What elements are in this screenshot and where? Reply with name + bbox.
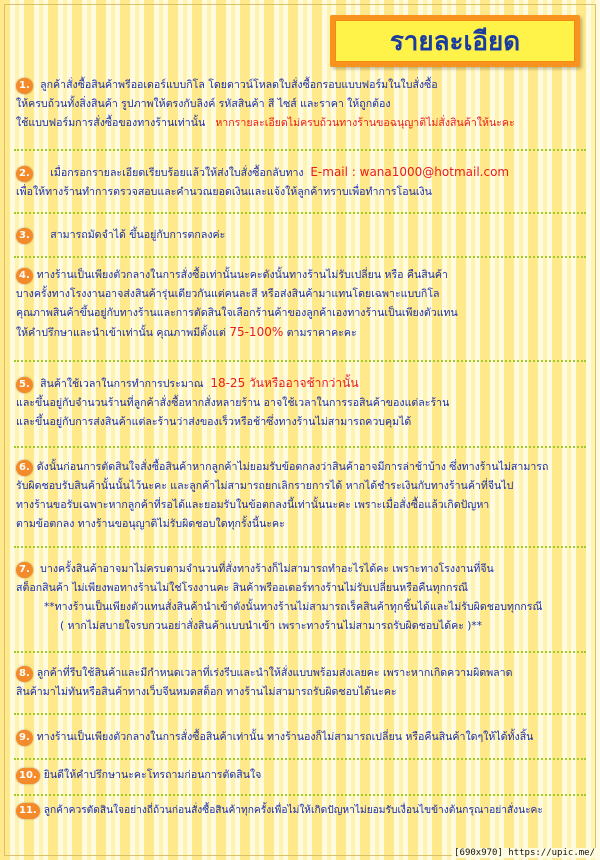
item-number: 10.	[16, 768, 40, 784]
divider	[14, 758, 586, 760]
divider	[14, 794, 586, 796]
item-text: สินค้าใช้เวลาในการทำการประมาณ	[40, 378, 204, 390]
item-text: ให้ครบถ้วนทั้งสิ่งสินค้า รูปภาพให้ตรงกับลิงค์ รหัสสินค้า สี ไซส์ และราคา ให้ถูกต้อง	[16, 98, 391, 110]
divider	[14, 713, 586, 715]
item-text: ใช้แบบฟอร์มการสั่งซื้อของทางร้านเท่านั้น	[16, 117, 206, 129]
item-number: 3.	[16, 228, 33, 244]
item-text: ลูกค้าสั่งซื้อสินค้าพรีออเดอร์แบบกิโล โดยดาวน์โหลดใบสั่งซื้อกรอบแบบฟอร์มในใบสั่งซื้อ	[40, 79, 438, 91]
terms-item-1	[16, 76, 591, 133]
item-text: สต็อกสินค้า ไม่เพียงพอทางร้านไม่ใช่โรงงานคะ สินค้าพรีออเดอร์ทางร้านไม่รับเปลี่ยนหรือคืนทุกกรณี	[16, 582, 468, 594]
item-text: ให้คำปรึกษาและนำเข้าเท่านั้น คุณภาพมีตั้งแต่	[16, 327, 226, 339]
divider	[14, 149, 586, 151]
item-text: ตามราคาคะคะ	[286, 327, 357, 339]
item-text: ลูกค้าที่รีบใช้สินค้าและมีกำหนดเวลาที่เร่งรีบและนำให้สั่งแบบพร้อมส่งเลยคะ เพราะหากเกิดความผิดพลาด	[36, 667, 513, 679]
item-text: รับผิดชอบรับสินค้านั้นนั้นไว้นะคะ และลูกค้าไม่สามารถยกเลิกรายการได้ หากได้ชำระเงินกับทางร้านค้าที่จีนไป	[16, 480, 514, 492]
terms-item-5	[16, 374, 591, 432]
item-number: 1.	[16, 78, 33, 94]
lead-time: 18-25 วันหรืออาจช้ากว่านั้น	[210, 376, 359, 390]
note-text: ( หากไม่สบายใจรบกวนอย่าสั่งสินค้าแบบนำเข้า เพราะทางร้านไม่สามารถรับผิดชอบได้คะ )**	[60, 620, 482, 632]
terms-item-9	[16, 728, 591, 747]
divider	[14, 212, 586, 214]
item-text: ทางร้านขอรับเฉพาะหากลูกค้าที่รอได้และยอมรับในข้อตกลงนี้เท่านั้นนะคะ เพราะเมื่อสั่งซื้อแล้วเกิดปัญหา	[16, 499, 490, 511]
item-number: 8.	[16, 666, 33, 682]
divider	[14, 546, 586, 548]
divider	[14, 446, 586, 448]
item-text: เพื่อให้ทางร้านทำการตรวจสอบและคำนวณยอดเงินและแจ้งให้ลูกค้าทราบเพื่อทำการโอนเงิน	[16, 186, 432, 198]
terms-item-3	[16, 226, 591, 245]
item-text: และขึ้นอยู่กับจำนวนร้านที่ลูกค้าสั่งซื้อหากสั่งหลายร้าน อาจใช้เวลาในการรอสินค้าของแต่ละร้าน	[16, 397, 450, 409]
item-text: สินค้ามาไม่ทันหรือสินค้าทางเว็บจีนหมดสต็อก ทางร้านไม่สามารถรับผิดชอบได้นะคะ	[16, 686, 397, 698]
quality-range: 75-100%	[229, 325, 284, 339]
divider	[14, 256, 586, 258]
item-number: 2.	[16, 166, 33, 182]
warning-text: หากรายละเอียดไม่ครบถ้วนทางร้านขอฉนุญาติไม่สั่งสินค้าให้นะคะ	[215, 117, 515, 129]
item-text: สามารถมัดจำได้ ขึ้นอยู่กับการตกลงค่ะ	[50, 229, 226, 241]
item-text: ตามข้อตกลง ทางร้านขอนุญาติไม่รับผิดชอบใดทุกรั้งนี้นะคะ	[16, 518, 285, 530]
terms-item-10	[16, 766, 591, 785]
item-number: 9.	[16, 730, 33, 746]
divider	[14, 651, 586, 653]
title-box	[330, 15, 580, 67]
terms-item-8	[16, 664, 591, 702]
item-number: 5.	[16, 377, 33, 393]
item-text: ลูกค้าควรตัดสินใจอย่างถี่ถ้วนก่อนสั่งซื้อสินค้าทุกครั้งเพื่อไม่ให้เกิดปัญหาไม่ยอมรับเงื่อนไขข้างต้นกรุณาอย่าสั่งนะคะ	[43, 805, 543, 816]
item-text: ยินดีให้คำปรึกษานะคะโทรถามก่อนการตัดสินใจ	[43, 769, 262, 781]
item-text: ทางร้านเป็นเพียงตัวกลางในการสั่งซื้อสินค้าเท่านั้น ทางร้านองก็ไม่สามารถเปลี่ยน หรือคืนสินค้าใดๆให้ได้ทั้งสิ้น	[36, 731, 534, 743]
item-text: บางครั้งทางโรงงานอาจส่งสินค้ารุ่นเดียวกันแต่คนละสี หรือส่งสินค้ามาแทนโดยเฉพาะแบบกิโล	[16, 288, 440, 300]
item-text: บางครั้งสินค้าอาจมาไม่ครบตามจำนวนที่สั่งทางร้างก็ไม่สามารถทำอะไรได้คะ เพราะทางโรงงานที่จีน	[40, 563, 494, 575]
item-text: เมื่อกรอกรายละเอียดเรียบร้อยแล้วให้ส่งใบสั่งซื้อกลับทาง	[50, 167, 304, 179]
item-text: และขึ้นอยู่กับการส่งสินค้าแต่ละร้านว่าส่งของเร็วหรือช้าซึ่งทางร้านไม่สามารถควบคุมได้	[16, 416, 412, 428]
page-title: รายละเอียด	[335, 20, 575, 62]
terms-item-6	[16, 458, 591, 534]
terms-item-11	[16, 801, 591, 820]
item-text: ดังนั้นก่อนการตัดสินใจสั่งซื้อสินค้าหากลูกค้าไม่ยอมรับข้อตกลงว่าสินค้าอาจมีการล่าช้าบ้าง ซึ่งทางร้านไม่สามารถ	[36, 461, 549, 473]
terms-item-2	[16, 163, 591, 202]
item-text: ทางร้านเป็นเพียงตัวกลางในการสั่งซื้อเท่านั้นนะคะดังนั้นทางร้านไม่รับเปลี่ยน หรือ คืนสินค้า	[36, 269, 448, 281]
item-number: 7.	[16, 562, 33, 578]
terms-item-4	[16, 266, 591, 343]
item-number: 6.	[16, 460, 33, 476]
email-address[interactable]: E-mail : wana1000@hotmail.com	[310, 165, 510, 179]
terms-item-7	[16, 560, 591, 636]
note-text: **ทางร้านเป็นเพียงตัวแทนสั่งสินค้านำเข้าดังนั้นทางร้านไม่สามารถเร็คสินค้าทุกชิ้นได้และไม่รับผิดชอบทุกกรณี	[44, 601, 543, 613]
divider	[14, 360, 586, 362]
item-text: คุณภาพสินค้าขึ้นอยู่กับทางร้านและการตัดสินใจเลือกร้านค้าของลูกค้าเองทางร้านเป็นเพียงตัวแทน	[16, 307, 458, 319]
image-host-watermark: [690x970] https://upic.me/	[454, 848, 595, 858]
item-number: 4.	[16, 268, 33, 284]
item-number: 11.	[16, 803, 40, 819]
